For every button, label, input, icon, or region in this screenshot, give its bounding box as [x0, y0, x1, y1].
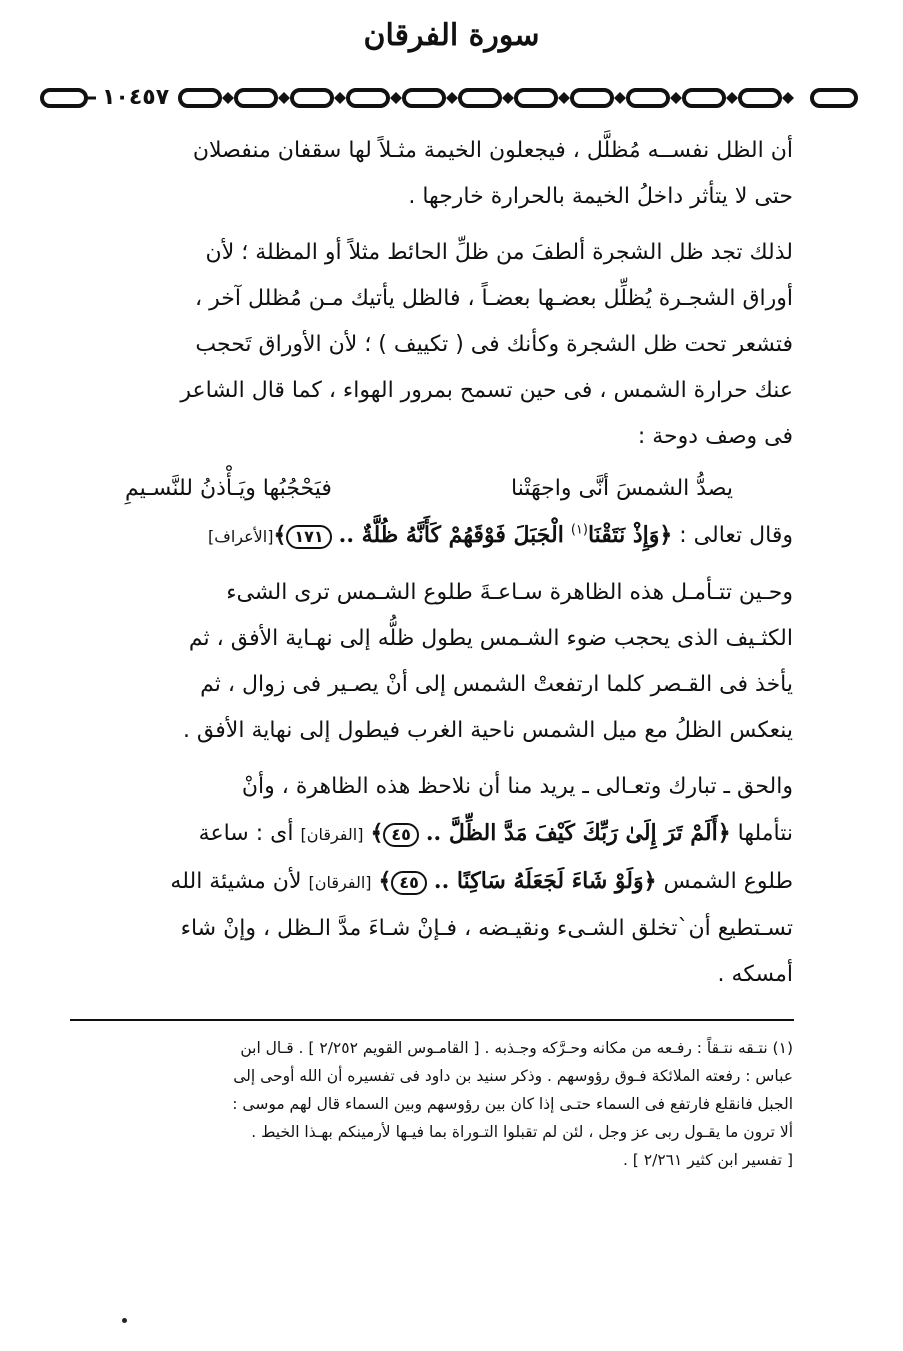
chain-link: [180, 90, 220, 106]
quran-quote-line: [75, 810, 793, 858]
chain-diamond: [446, 92, 458, 104]
text-line: لذلك تجد ظل الشجرة ألطفَ من ظلِّ الحائط مثلاً أو المظلة ؛ لأن: [205, 240, 793, 265]
text-line: يأخذ فى القـصر كلما ارتفعتْ الشمس إلى أنْ يصـير فى زوال ، ثم: [200, 672, 793, 697]
ayah-number-badge: ١٧١: [286, 525, 331, 549]
ayah-text: ﴿وَلَوْ شَاءَ لَجَعَلَهُ سَاكِنًا ..: [433, 868, 657, 894]
ayah-number-badge: ٤٥: [391, 871, 427, 895]
chain-diamond: [726, 92, 738, 104]
ayah-number-badge: ٤٥: [383, 823, 419, 847]
chain-link: [404, 90, 444, 106]
text-line: فى وصف دوحة :: [637, 424, 793, 449]
chain-diamond: [670, 92, 682, 104]
text-line: فتشعر تحت ظل الشجرة وكأنك فى ( تكييف ) ؛ لأن الأوراق تَحجب: [195, 332, 793, 357]
text-line: الكثـيف الذى يحجب ضوء الشـمس يطول ظلُّه إلى نهـاية الأفق ، ثم: [188, 626, 793, 651]
surah-reference: [الفرقان]: [300, 825, 364, 844]
text-line: أوراق الشجـرة يُظلِّل بعضـها بعضـاً ، فالظل يأتيك مـن مُظلل آخر ،: [195, 286, 793, 311]
text-line: ينعكس الظلُ مع ميل الشمس ناحية الغرب فيطول إلى نهاية الأفق .: [182, 718, 793, 743]
ayah-text: ﴿أَلَمْ تَرَ إِلَىٰ رَبِّكَ كَيْفَ مَدَّ الظِّلَّ ..: [425, 820, 731, 846]
footnote-line: (١) نتـقه نتـقاً : رفـعه من مكانه وحـرَّكه وجـذبه . [ القامـوس القويم ٢/٢٥٢ ] . قـال ابن: [240, 1039, 793, 1057]
chain-diamond: [278, 92, 290, 104]
text-line: تسـتطيع أن`تخلق الشـىء ونقيـضه ، فـإنْ شـاءَ مدَّ الـظل ، وإنْ شاء: [180, 916, 793, 941]
text-span: طلوع الشمس: [663, 869, 793, 894]
page-number: ١٠٤٥٧: [96, 84, 175, 112]
ayah-close-bracket: ﴾: [370, 820, 384, 846]
text-line: والحق ـ تبارك وتعـالى ـ يريد منا أن نلاحظ هذه الظاهرة ، وأنْ: [241, 774, 793, 799]
main-text: [75, 128, 793, 998]
text-span: أى : ساعة: [198, 821, 294, 846]
chain-end-link: [812, 90, 856, 106]
quran-quote-line: [75, 512, 793, 560]
text-line: عنك حرارة الشمس ، فى حين تسمح بمرور الهواء ، كما قال الشاعر: [180, 378, 793, 403]
footnote-line: [ تفسير ابن كثير ٢/٢٦١ ] .: [622, 1151, 793, 1169]
text-span: نتأملها: [737, 821, 793, 846]
chain-link: [460, 90, 500, 106]
footnote-line: عباس : رفعته الملائكة فـوق رؤوسهم . وذكر سنيد بن داود فى تفسيره أن الله أوحى إلى: [233, 1067, 793, 1085]
chain-diamond: [614, 92, 626, 104]
chain-end-link: [42, 90, 86, 106]
quran-quote-line: [75, 858, 793, 906]
text-span: لأن مشيئة الله: [170, 869, 302, 894]
chain-link: [628, 90, 668, 106]
verse-hemistich-right: يصدُّ الشمسَ أنَّى واجهَتْنا: [511, 476, 733, 501]
chain-link: [684, 90, 724, 106]
ayah-close-bracket: ﴾: [378, 868, 392, 894]
chain-link: [516, 90, 556, 106]
surah-reference: [الأعراف]: [208, 527, 274, 546]
chain-diamond: [782, 92, 794, 104]
chain-diamond: [502, 92, 514, 104]
chain-link: [740, 90, 780, 106]
footnote-divider: [70, 1019, 794, 1021]
chain-diamond: [222, 92, 234, 104]
footnotes: [73, 1034, 793, 1174]
poetry-verse: [75, 466, 793, 512]
text-line: أمسكه .: [717, 962, 793, 987]
footnote-line: ألا ترون ما يقـول ربى عز وجل ، لئن لم تقبلوا التـوراة بما فيـها لأرمينكم بهـذا الخيط .: [251, 1123, 793, 1141]
chain-diamond: [558, 92, 570, 104]
chain-link: [348, 90, 388, 106]
text-line: حتى لا يتأثر داخلُ الخيمة بالحرارة خارجها .: [408, 184, 793, 209]
text-line: أن الظل نفســه مُظلَّل ، فيجعلون الخيمة مثـلاً لها سقفان منفصلان: [192, 138, 793, 163]
text-line: وحـين تتـأمـل هذه الظاهرة سـاعـةَ طلوع الشـمس ترى الشىء: [226, 580, 793, 605]
surah-title: سورة الفرقان: [363, 18, 540, 53]
ayah-close-bracket: ﴾: [273, 522, 287, 548]
surah-reference: [الفرقان]: [308, 873, 372, 892]
chain-link: [236, 90, 276, 106]
chain-diamond: [334, 92, 346, 104]
verse-hemistich-left: فيَحْجُبُها ويَـأْذنُ للنَّسـيمِ: [125, 476, 332, 501]
footnote-marker: (١): [570, 522, 588, 538]
scan-speck: [122, 1318, 127, 1323]
chain-diamond: [390, 92, 402, 104]
quote-intro: وقال تعالى :: [679, 523, 793, 548]
ayah-text: الْجَبَلَ فَوْقَهُمْ كَأَنَّهُ ظُلَّةٌ ..: [338, 522, 564, 548]
chain-link: [572, 90, 612, 106]
ayah-text: ﴿وَإِذْ نَتَقْنَا: [587, 522, 673, 548]
footnote-line: الجبل فانقلع فارتفع فى السماء حتـى إذا كان بين رؤوسهم وبين السماء قال لهم موسى :: [232, 1095, 793, 1113]
chain-link: [292, 90, 332, 106]
